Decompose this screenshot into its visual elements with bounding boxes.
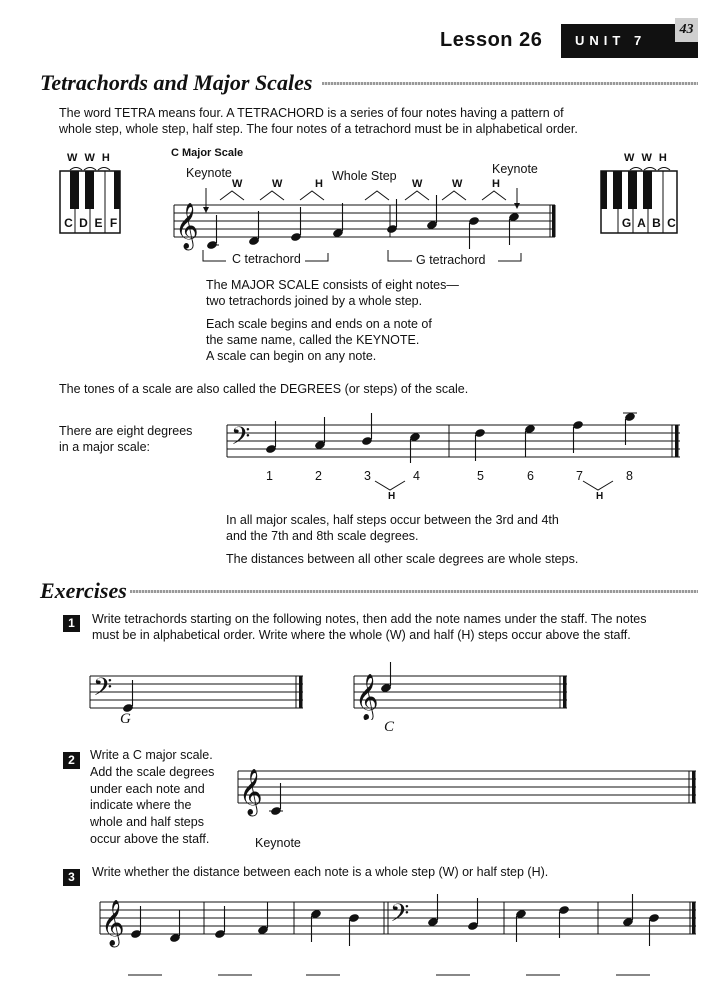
exercise-1-staff-treble[interactable] <box>352 660 572 720</box>
svg-text:𝄞: 𝄞 <box>355 675 379 719</box>
keynote-text <box>206 316 432 364</box>
key-label: E <box>94 216 103 230</box>
text-line: must be in alphabetical order. Write where the whole (W) and half (H) steps occur above the staff. <box>92 628 631 642</box>
exercise-1-answer-right: C <box>384 719 395 735</box>
definition-text <box>59 105 578 137</box>
step-mark: W <box>272 178 283 190</box>
text-line: In all major scales, half steps occur between the 3rd and 4th <box>226 513 559 527</box>
text-line: indicate where the <box>90 798 192 813</box>
svg-text:𝄞: 𝄞 <box>101 901 125 945</box>
text-line: The MAJOR SCALE consists of eight notes— <box>206 278 459 292</box>
text-line: whole and half steps <box>90 815 204 830</box>
half-step-marks <box>370 478 630 492</box>
degree-number: 7 <box>576 469 583 483</box>
text-line: There are eight degrees <box>59 424 193 438</box>
key-label: F <box>109 216 118 230</box>
degree-number: 6 <box>527 469 534 483</box>
section-rule <box>130 590 698 593</box>
key-label: A <box>637 216 646 230</box>
exercise-1-instructions <box>92 611 647 643</box>
text-line: and the 7th and 8th scale degrees. <box>226 529 419 543</box>
half-mark: H <box>596 491 604 502</box>
key-label: C <box>667 216 676 230</box>
right-keyboard-keys <box>619 216 679 230</box>
exercise-1-staff-bass[interactable] <box>88 660 308 716</box>
exercise-number: 3 <box>63 869 80 886</box>
exercise-3-answer-blanks[interactable] <box>120 970 660 980</box>
section-title-tetrachords: Tetrachords and Major Scales <box>40 70 313 95</box>
svg-text:𝄢: 𝄢 <box>231 423 251 456</box>
exercise-number: 1 <box>63 615 80 632</box>
degree-number: 3 <box>364 469 371 483</box>
c-major-scale-label: C Major Scale <box>171 147 244 159</box>
exercise-3-instructions: Write whether the distance between each note is a whole step (W) or half step (H). <box>92 865 549 879</box>
keynote-left-label: Keynote <box>186 166 232 180</box>
section-rule <box>322 82 698 85</box>
text-line: the same name, called the KEYNOTE. <box>206 333 420 347</box>
definition-line: whole step, whole step, half step. The four notes of a tetrachord must be in alphabetical order. <box>59 122 578 136</box>
text-line: in a major scale: <box>59 440 151 454</box>
page-number: 43 <box>675 18 698 42</box>
exercise-2-keynote-label: Keynote <box>255 836 301 850</box>
svg-text:𝄞: 𝄞 <box>175 204 199 248</box>
step-mark: W <box>232 178 243 190</box>
text-line: occur above the staff. <box>90 831 210 846</box>
key-label: B <box>652 216 661 230</box>
degree-number: 8 <box>626 469 633 483</box>
section-title-exercises: Exercises <box>40 578 127 603</box>
exercise-2-staff[interactable] <box>236 755 700 825</box>
svg-text:𝄢: 𝄢 <box>390 900 410 933</box>
keynote-right-label: Keynote <box>492 162 538 176</box>
degree-number: 1 <box>266 469 273 483</box>
left-keyboard-keys <box>61 216 121 230</box>
unit-label: UNIT 7 <box>575 33 647 48</box>
step-mark: W <box>452 178 463 190</box>
g-tetrachord-label: G tetrachord <box>416 253 486 267</box>
step-mark: H <box>315 178 323 190</box>
step-mark: H <box>492 178 500 190</box>
exercise-1-answer-left: G <box>120 711 131 727</box>
key-label: D <box>79 216 88 230</box>
definition-line: The word TETRA means four. A TETRACHORD is a series of four notes having a pattern of <box>59 106 564 120</box>
text-line: Add the scale degrees <box>90 764 215 779</box>
degrees-staff <box>225 405 685 465</box>
text-line: A scale can begin on any note. <box>206 349 377 363</box>
whole-steps-text: The distances between all other scale degrees are whole steps. <box>226 552 579 566</box>
whole-step-label: Whole Step <box>332 169 397 183</box>
right-keyboard-steps: W W H <box>624 152 669 164</box>
key-label: C <box>64 216 73 230</box>
half-steps-text <box>226 512 559 544</box>
lesson-title: Lesson 26 <box>440 29 543 51</box>
tones-text: The tones of a scale are also called the DEGREES (or steps) of the scale. <box>59 382 469 396</box>
text-line: Write tetrachords starting on the following notes, then add the note names under the staff. The notes <box>92 612 647 626</box>
text-line: Each scale begins and ends on a note of <box>206 317 432 331</box>
svg-text:𝄞: 𝄞 <box>239 770 263 814</box>
degree-number: 4 <box>413 469 420 483</box>
exercise-2-instructions <box>90 747 214 848</box>
text-line: two tetrachords joined by a whole step. <box>206 294 423 308</box>
c-major-scale-staff <box>170 185 560 255</box>
step-mark: W <box>412 178 423 190</box>
major-scale-text <box>206 277 459 309</box>
eight-degrees-text <box>59 423 192 455</box>
degree-number: 2 <box>315 469 322 483</box>
exercise-3-staff[interactable] <box>98 888 700 948</box>
half-mark: H <box>388 491 396 502</box>
svg-text:𝄢: 𝄢 <box>93 674 113 707</box>
text-line: Write a C major scale. <box>90 748 213 762</box>
text-line: under each note and <box>90 781 205 796</box>
left-keyboard-steps: W W H <box>67 152 112 164</box>
c-tetrachord-label: C tetrachord <box>232 252 301 266</box>
key-label: G <box>621 216 632 230</box>
exercise-number: 2 <box>63 752 80 769</box>
degree-number: 5 <box>477 469 484 483</box>
